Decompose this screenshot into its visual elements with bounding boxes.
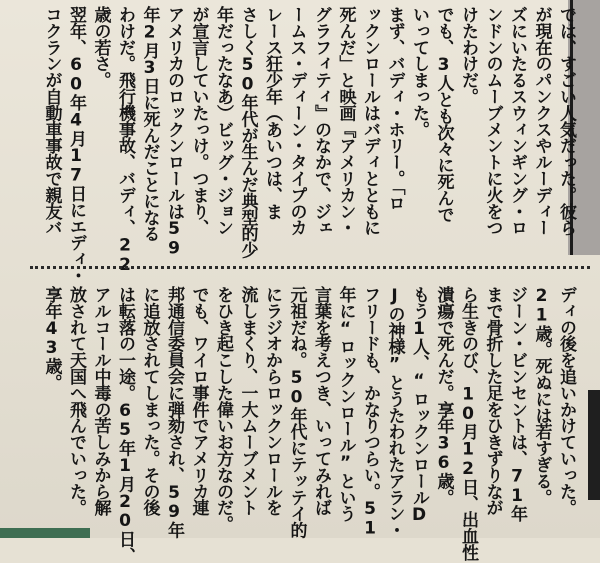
text-column: が現在のパンクスやルーディー — [531, 6, 552, 236]
text-column: まず、バディ・ホリー。「ロ — [384, 6, 405, 211]
text-column: 死んだ」と映画『アメリカン・ — [335, 6, 356, 236]
text-column: ンドンのムーブメントに火をつ — [482, 6, 503, 236]
text-column: 放されて天国へ飛んでいった。 — [66, 286, 86, 516]
text-column: にラジオからロックンロールを — [262, 286, 282, 516]
text-column: 翌年、60年4月17日にエディ・ — [66, 6, 86, 284]
text-column: レース狂少年（あいつは、ま — [262, 6, 282, 220]
text-column: ら生きのび、10月12日、出血性 — [458, 286, 478, 561]
text-column: 年に“ロックンロール”という — [335, 286, 356, 522]
text-column: アメリカのロックンロールは59 — [164, 6, 184, 259]
text-column: まで骨折した足をひきずりなが — [482, 286, 503, 516]
text-column: グラフィティ』のなかで、ジェ — [311, 6, 331, 236]
text-column: ズにいたるスウィンギング・ロ — [507, 6, 527, 236]
text-column: 年2月3日に死んだことになる — [139, 6, 160, 242]
text-column: 享年43歳。 — [41, 286, 62, 391]
text-column: もう1人、“ロックンロールD — [409, 286, 429, 525]
text-column: アルコール中毒の苦しみから解 — [90, 286, 111, 516]
text-column: Jの神様”とうたわれたアラン・ — [384, 286, 405, 539]
text-column: が宣言していたっけ。つまり、 — [188, 6, 209, 236]
dotted-divider — [30, 266, 590, 269]
side-dark-bar — [588, 390, 600, 500]
text-column: コクランが自動車事故で親友バ — [41, 6, 62, 236]
text-column: ームス・ディーン・タイプのカ — [286, 6, 307, 236]
text-column: いってしまった。 — [409, 6, 429, 138]
text-column: 流しまくり、一大ムーブメント — [237, 286, 258, 516]
text-column: さしく50年代が生んだ典型的少 — [237, 6, 258, 259]
text-column: は転落の一途。65年1月20日、 — [115, 286, 135, 563]
text-column: では、すごい人気だった。彼ら — [556, 6, 576, 236]
text-column: 元祖だね。50年代にテッテイ的 — [286, 286, 307, 539]
text-column: 言葉を考えつき、いってみれば — [311, 286, 331, 516]
text-column: でも、3人とも次々に死んで — [433, 6, 454, 223]
text-column: 潰瘍で死んだ。享年36歳。 — [433, 286, 454, 506]
text-column: 21歳。死ぬには若すぎる。 — [531, 286, 552, 506]
text-column: ックンロールはバディとともに — [360, 6, 380, 236]
text-column: をひき起こした偉いお方なのだ。 — [213, 286, 233, 533]
article-text-bottom — [39, 286, 578, 563]
text-column: でも、ワイロ事件でアメリカ連 — [188, 286, 209, 516]
text-column: 邦通信委員会に弾劾され、59年 — [164, 286, 184, 539]
text-column: に追放されてしまった。その後 — [139, 286, 160, 516]
text-column: わけだ。飛行機事故、バディ、22 — [115, 6, 135, 275]
text-column: ジーン・ビンセントは、71年 — [507, 286, 527, 522]
article-text-top — [39, 6, 578, 284]
text-column: 歳の若さ。 — [90, 6, 111, 89]
text-column: ディの後を追いかけていった。 — [556, 286, 576, 516]
text-column: 年だったなあ）ビッグ・ジョン — [213, 6, 233, 236]
text-column: けたわけだ。 — [458, 6, 478, 105]
text-column: フリードも、かなりつらい。51 — [360, 286, 380, 539]
